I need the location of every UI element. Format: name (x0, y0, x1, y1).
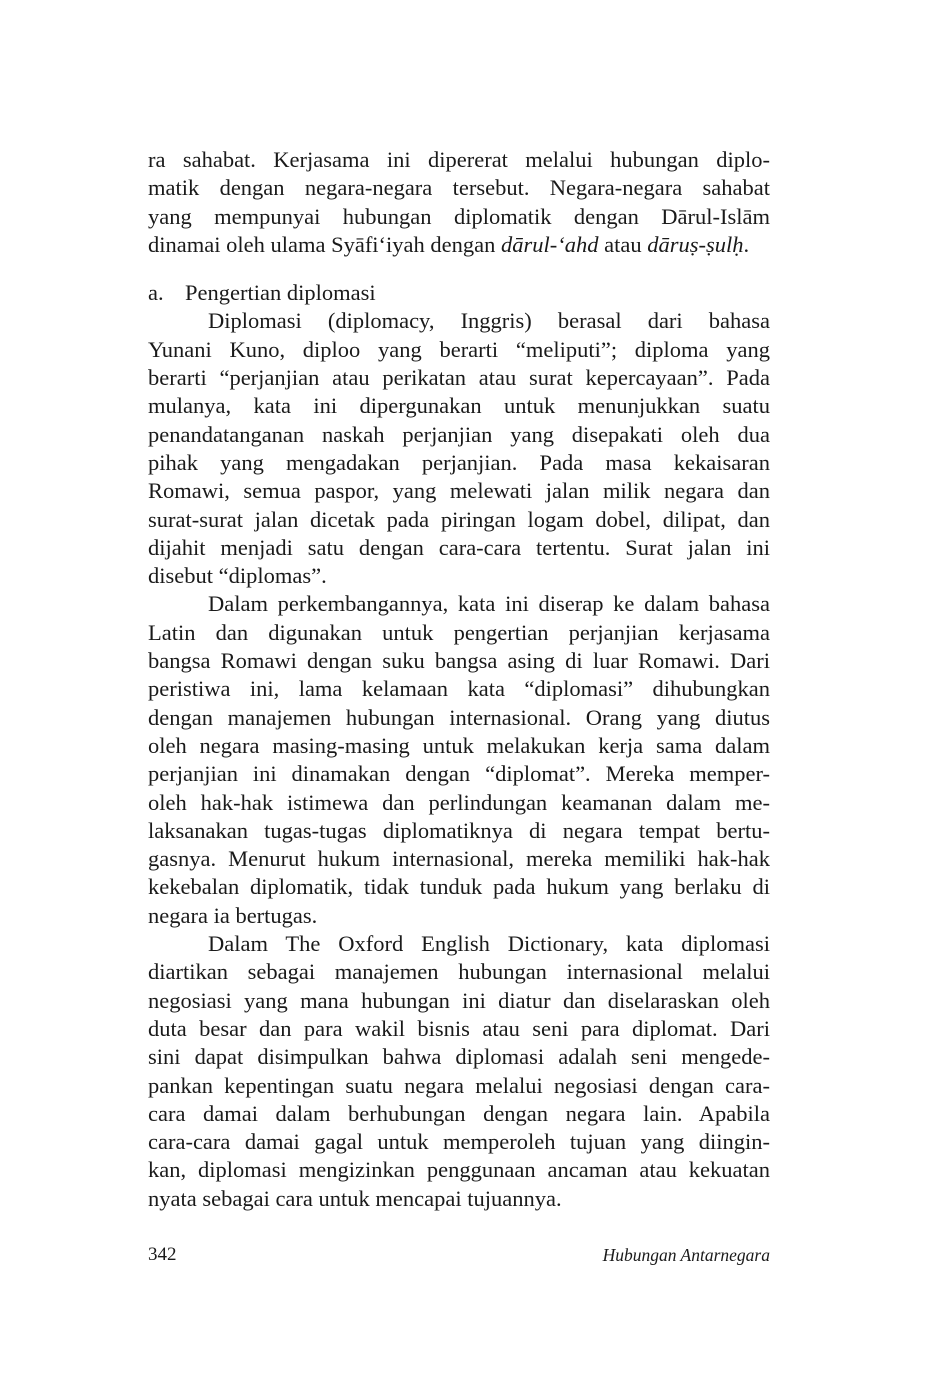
text-line: negara ia bertugas. (148, 902, 318, 928)
text-line: Dalam perkembangannya, kata ini diserap ke dalam bahasa (208, 591, 770, 617)
text-line: Romawi, semua paspor, yang melewati jalan milik negara dan (148, 478, 770, 504)
text-line: gasnya. Menurut hukum internasional, mereka memiliki hak-hak (148, 846, 770, 872)
intro-paragraph (148, 146, 770, 259)
paragraph-3 (148, 930, 770, 1213)
text-line: yang mempunyai hubungan diplomatik dengan Dārul-Islām (148, 203, 770, 229)
text-line: disebut “diplomas”. (148, 563, 327, 589)
section-marker: a. (148, 280, 164, 306)
text-line: oleh negara masing-masing untuk melakukan kerja sama dalam (148, 732, 770, 758)
text-line: cara-cara damai gagal untuk memperoleh tujuan yang diingin- (148, 1129, 770, 1155)
text-line: pankan kepentingan suatu negara melalui negosiasi dengan cara- (148, 1072, 770, 1098)
page-number: 342 (148, 1244, 177, 1265)
text-line: nyata sebagai cara untuk mencapai tujuannya. (148, 1185, 562, 1211)
text-line: sini dapat disimpulkan bahwa diplomasi adalah seni mengede- (148, 1044, 770, 1070)
text-line: Diplomasi (diplomacy, Inggris) berasal dari bahasa (208, 308, 770, 334)
section-heading (148, 279, 770, 307)
text-line: ra sahabat. Kerjasama ini dipererat melalui hubungan diplo- (148, 147, 770, 172)
text-line: diartikan sebagai manajemen hubungan internasional melalui (148, 959, 770, 985)
text-line: matik dengan negara-negara tersebut. Negara-negara sahabat (148, 175, 770, 201)
paragraph-1 (148, 307, 770, 590)
text-line (148, 231, 770, 259)
running-title: Hubungan Antarnegara (602, 1245, 770, 1265)
text-line: mulanya, kata ini dipergunakan untuk menunjukkan suatu (148, 393, 770, 419)
text-line: laksanakan tugas-tugas diplomatiknya di negara tempat bertu- (148, 817, 770, 843)
italic-term: dāruṣ-ṣulḥ (647, 231, 744, 257)
text-line: kan, diplomasi mengizinkan penggunaan ancaman atau kekuatan (148, 1157, 770, 1183)
text-line: cara damai dalam berhubungan dengan negara lain. Apabila (148, 1100, 770, 1126)
text-line: duta besar dan para wakil bisnis atau seni para diplomat. Dari (148, 1015, 770, 1041)
text-segment: . (743, 231, 750, 257)
text-line: surat-surat jalan dicetak pada piringan logam dobel, dilipat, dan (148, 506, 770, 532)
paragraph-2 (148, 590, 770, 930)
text-line: berarti “perjanjian atau perikatan atau surat kepercayaan”. Pada (148, 365, 770, 391)
text-line: peristiwa ini, lama kelamaan kata “diplomasi” dihubungkan (148, 676, 770, 702)
text-line: bangsa Romawi dengan suku bangsa asing di luar Romawi. Dari (148, 648, 770, 674)
text-line: penandatanganan naskah perjanjian yang disepakati oleh dua (148, 421, 770, 447)
text-line: oleh hak-hak istimewa dan perlindungan keamanan dalam me- (148, 789, 770, 815)
section-title: Pengertian diplomasi (185, 280, 376, 306)
text-line: negosiasi yang mana hubungan ini diatur dan diselaraskan oleh (148, 987, 770, 1013)
text-line: dengan manajemen hubungan internasional. Orang yang diutus (148, 704, 770, 730)
text-segment: atau (598, 231, 648, 257)
spacer (148, 259, 770, 279)
italic-term: dārul-ʻahd (501, 231, 599, 257)
text-line: Dalam The Oxford English Dictionary, kata diplomasi (208, 931, 770, 957)
text-line: kekebalan diplomatik, tidak tunduk pada hukum yang berlaku di (148, 874, 770, 900)
text-line: perjanjian ini dinamakan dengan “diplomat”. Mereka memper- (148, 761, 770, 787)
text-segment: dinamai oleh ulama Syāfiʻiyah dengan (148, 231, 502, 257)
text-line: pihak yang mengadakan perjanjian. Pada masa kekaisaran (148, 449, 770, 475)
text-line: dijahit menjadi satu dengan cara-cara tertentu. Surat jalan ini (148, 534, 770, 560)
page-body (148, 146, 770, 1213)
text-line: Latin dan digunakan untuk pengertian perjanjian kerjasama (148, 619, 770, 645)
text-line: Yunani Kuno, diploo yang berarti “meliputi”; diploma yang (148, 336, 770, 362)
